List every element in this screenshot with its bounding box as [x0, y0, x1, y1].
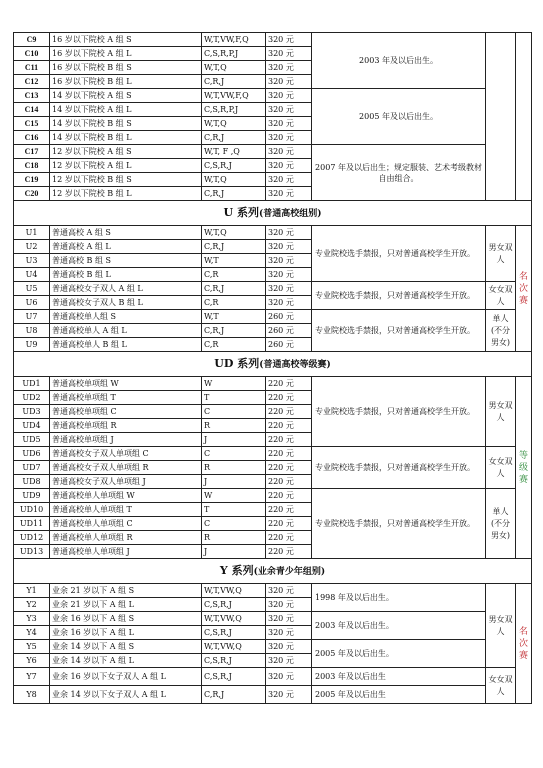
event-fee: 320 元	[266, 296, 312, 310]
event-code: UD8	[14, 475, 50, 489]
type-char: 名	[518, 626, 528, 637]
event-dances: C	[202, 517, 266, 531]
event-dances: C,S,R,J	[202, 654, 266, 668]
event-code: Y1	[14, 584, 50, 598]
table-row	[14, 89, 532, 103]
event-code: U3	[14, 254, 50, 268]
event-code: Y2	[14, 598, 50, 612]
event-code: Y5	[14, 640, 50, 654]
event-name: 普通高校 B 组 L	[50, 268, 202, 282]
event-fee: 220 元	[266, 475, 312, 489]
table-row	[14, 310, 532, 324]
event-code: C12	[14, 75, 50, 89]
event-code: U2	[14, 240, 50, 254]
event-name: 普通高校 A 组 S	[50, 226, 202, 240]
series-title: UD 系列	[214, 356, 260, 370]
table-row	[14, 584, 532, 598]
event-name: 业余 14 岁以下 A 组 L	[50, 654, 202, 668]
event-dances: C,R,J	[202, 131, 266, 145]
type-char: 赛	[518, 474, 528, 485]
type-char: 等	[518, 450, 528, 461]
pair-group: 女女双人	[486, 668, 516, 704]
eligibility-note: 专业院校选手禁报，只对普通高校学生开放。	[312, 447, 486, 489]
event-code: U5	[14, 282, 50, 296]
table-row	[14, 282, 532, 296]
event-dances: W,T	[202, 254, 266, 268]
event-fee: 320 元	[266, 131, 312, 145]
competition-type	[516, 584, 532, 704]
event-fee: 220 元	[266, 447, 312, 461]
event-dances: C	[202, 447, 266, 461]
event-dances: C,R,J	[202, 324, 266, 338]
birth-note: 2003 年及以后出生	[312, 668, 486, 686]
event-dances: C	[202, 405, 266, 419]
type-cell	[516, 33, 532, 201]
event-table	[13, 32, 532, 704]
event-fee: 320 元	[266, 173, 312, 187]
event-name: 16 岁以下院校 A 组 S	[50, 33, 202, 47]
event-name: 业余 21 岁以下 A 组 L	[50, 598, 202, 612]
event-dances: C,R,J	[202, 240, 266, 254]
event-fee: 320 元	[266, 612, 312, 626]
event-code: Y8	[14, 686, 50, 704]
event-code: Y7	[14, 668, 50, 686]
event-name: 普通高校女子双人 A 组 L	[50, 282, 202, 296]
birth-note: 2003 年及以后出生。	[312, 612, 486, 640]
event-dances: W,T,VW,F,Q	[202, 33, 266, 47]
event-code: U1	[14, 226, 50, 240]
event-code: UD12	[14, 531, 50, 545]
event-fee: 260 元	[266, 324, 312, 338]
event-name: 业余 16 岁以下女子双人 A 组 L	[50, 668, 202, 686]
event-fee: 320 元	[266, 47, 312, 61]
event-dances: W,T,VW,Q	[202, 584, 266, 598]
event-code: UD7	[14, 461, 50, 475]
event-dances: R	[202, 419, 266, 433]
event-fee: 220 元	[266, 461, 312, 475]
series-subtitle: (业余青少年组别)	[253, 566, 326, 577]
pair-group: 单人(不分男女)	[486, 310, 516, 352]
event-name: 业余 16 岁以下 A 组 S	[50, 612, 202, 626]
table-row	[14, 640, 532, 654]
event-name: 业余 21 岁以下 A 组 S	[50, 584, 202, 598]
event-name: 普通高校单项组 W	[50, 377, 202, 391]
event-name: 普通高校单人单项组 J	[50, 545, 202, 559]
event-code: UD11	[14, 517, 50, 531]
event-fee: 260 元	[266, 310, 312, 324]
series-header-row	[14, 352, 532, 377]
table-row	[14, 145, 532, 159]
event-fee: 320 元	[266, 282, 312, 296]
event-fee: 220 元	[266, 405, 312, 419]
type-char: 赛	[518, 650, 528, 661]
event-dances: C,S,R,P,J	[202, 47, 266, 61]
event-dances: C,R,J	[202, 686, 266, 704]
event-fee: 320 元	[266, 668, 312, 686]
event-dances: T	[202, 391, 266, 405]
event-dances: C,R,J	[202, 75, 266, 89]
event-code: U8	[14, 324, 50, 338]
event-name: 普通高校单项组 R	[50, 419, 202, 433]
eligibility-note: 专业院校选手禁报，只对普通高校学生开放。	[312, 310, 486, 352]
table-row	[14, 686, 532, 704]
event-name: 业余 14 岁以下女子双人 A 组 L	[50, 686, 202, 704]
event-dances: W,T,VW,F,Q	[202, 89, 266, 103]
event-name: 12 岁以下院校 B 组 S	[50, 173, 202, 187]
event-dances: J	[202, 475, 266, 489]
series-subtitle: (普通高校组别)	[258, 208, 322, 219]
series-header	[14, 352, 532, 377]
event-fee: 320 元	[266, 159, 312, 173]
pair-group: 女女双人	[486, 447, 516, 489]
event-fee: 320 元	[266, 226, 312, 240]
event-dances: R	[202, 461, 266, 475]
event-code: Y4	[14, 626, 50, 640]
event-code: C13	[14, 89, 50, 103]
table-row	[14, 447, 532, 461]
event-fee: 220 元	[266, 545, 312, 559]
table-row	[14, 226, 532, 240]
event-name: 12 岁以下院校 A 组 S	[50, 145, 202, 159]
table-row	[14, 33, 532, 47]
event-dances: W,T,Q	[202, 173, 266, 187]
pair-group: 单人(不分男女)	[486, 489, 516, 559]
event-dances: W,T	[202, 310, 266, 324]
event-fee: 320 元	[266, 640, 312, 654]
event-fee: 320 元	[266, 187, 312, 201]
event-fee: 320 元	[266, 117, 312, 131]
event-fee: 320 元	[266, 89, 312, 103]
event-name: 14 岁以下院校 B 组 S	[50, 117, 202, 131]
eligibility-note: 专业院校选手禁报，只对普通高校学生开放。	[312, 226, 486, 282]
event-dances: C,R,J	[202, 187, 266, 201]
event-dances: T	[202, 503, 266, 517]
event-code: C19	[14, 173, 50, 187]
type-char: 赛	[518, 295, 528, 306]
event-code: Y6	[14, 654, 50, 668]
eligibility-note: 专业院校选手禁报，只对普通高校学生开放。	[312, 377, 486, 447]
series-header	[14, 201, 532, 226]
table-row	[14, 612, 532, 626]
event-fee: 320 元	[266, 240, 312, 254]
eligibility-note: 专业院校选手禁报，只对普通高校学生开放。	[312, 489, 486, 559]
event-dances: W,T, F ,Q	[202, 145, 266, 159]
table-row	[14, 668, 532, 686]
eligibility-note: 专业院校选手禁报，只对普通高校学生开放。	[312, 282, 486, 310]
event-name: 普通高校单人组 S	[50, 310, 202, 324]
series-title: Y 系列	[219, 563, 254, 577]
event-fee: 220 元	[266, 391, 312, 405]
event-dances: C,R	[202, 296, 266, 310]
event-name: 普通高校单项组 J	[50, 433, 202, 447]
event-code: UD10	[14, 503, 50, 517]
birth-note: 2003 年及以后出生。	[312, 33, 486, 89]
event-name: 普通高校女子双人单项组 R	[50, 461, 202, 475]
event-name: 普通高校单人 A 组 L	[50, 324, 202, 338]
event-dances: W,T,VW,Q	[202, 612, 266, 626]
series-title: U 系列	[223, 205, 259, 219]
birth-note: 2005 年及以后出生。	[312, 640, 486, 668]
event-name: 普通高校单人 B 组 L	[50, 338, 202, 352]
birth-note: 2005 年及以后出生	[312, 686, 486, 704]
table-row	[14, 489, 532, 503]
event-name: 业余 14 岁以下 A 组 S	[50, 640, 202, 654]
event-dances: J	[202, 545, 266, 559]
event-fee: 320 元	[266, 145, 312, 159]
event-name: 16 岁以下院校 B 组 S	[50, 61, 202, 75]
pair-group: 女女双人	[486, 282, 516, 310]
event-code: UD9	[14, 489, 50, 503]
event-name: 12 岁以下院校 A 组 L	[50, 159, 202, 173]
series-header-row	[14, 559, 532, 584]
event-code: C14	[14, 103, 50, 117]
pair-group: 男女双人	[486, 226, 516, 282]
event-name: 业余 16 岁以下 A 组 L	[50, 626, 202, 640]
event-dances: C,S,R,J	[202, 159, 266, 173]
event-dances: C,S,R,J	[202, 668, 266, 686]
type-char: 次	[518, 283, 528, 294]
pair-group: 男女双人	[486, 584, 516, 668]
series-header-row	[14, 201, 532, 226]
event-code: UD2	[14, 391, 50, 405]
event-code: C16	[14, 131, 50, 145]
series-header	[14, 559, 532, 584]
event-name: 普通高校单人单项组 R	[50, 531, 202, 545]
event-fee: 320 元	[266, 33, 312, 47]
event-code: C15	[14, 117, 50, 131]
event-code: C20	[14, 187, 50, 201]
competition-type	[516, 226, 532, 352]
type-char: 名	[518, 271, 528, 282]
event-fee: 220 元	[266, 517, 312, 531]
event-fee: 220 元	[266, 489, 312, 503]
event-fee: 320 元	[266, 61, 312, 75]
event-name: 16 岁以下院校 A 组 L	[50, 47, 202, 61]
event-code: C10	[14, 47, 50, 61]
event-name: 普通高校 B 组 S	[50, 254, 202, 268]
event-name: 14 岁以下院校 B 组 L	[50, 131, 202, 145]
event-name: 普通高校单人单项组 C	[50, 517, 202, 531]
event-code: C18	[14, 159, 50, 173]
event-code: UD6	[14, 447, 50, 461]
event-fee: 320 元	[266, 75, 312, 89]
event-code: C11	[14, 61, 50, 75]
registration-table-page	[13, 32, 531, 704]
event-dances: C,R	[202, 268, 266, 282]
event-fee: 320 元	[266, 626, 312, 640]
event-name: 普通高校单项组 C	[50, 405, 202, 419]
event-fee: 220 元	[266, 531, 312, 545]
event-name: 普通高校单人单项组 W	[50, 489, 202, 503]
event-dances: C,R,J	[202, 282, 266, 296]
event-dances: W	[202, 489, 266, 503]
event-code: U9	[14, 338, 50, 352]
event-name: 普通高校女子双人 B 组 L	[50, 296, 202, 310]
type-char: 次	[518, 638, 528, 649]
event-name: 普通高校 A 组 L	[50, 240, 202, 254]
event-name: 14 岁以下院校 A 组 L	[50, 103, 202, 117]
event-code: U6	[14, 296, 50, 310]
event-dances: C,S,R,J	[202, 626, 266, 640]
event-code: UD4	[14, 419, 50, 433]
event-fee: 320 元	[266, 103, 312, 117]
event-fee: 220 元	[266, 433, 312, 447]
series-subtitle: (普通高校等级赛)	[259, 359, 331, 370]
event-fee: 320 元	[266, 686, 312, 704]
event-code: U7	[14, 310, 50, 324]
event-code: UD13	[14, 545, 50, 559]
event-name: 普通高校女子双人单项组 J	[50, 475, 202, 489]
event-code: UD3	[14, 405, 50, 419]
event-fee: 320 元	[266, 598, 312, 612]
event-fee: 320 元	[266, 654, 312, 668]
event-name: 普通高校单项组 T	[50, 391, 202, 405]
event-fee: 320 元	[266, 268, 312, 282]
event-dances: W,T,VW,Q	[202, 640, 266, 654]
type-char: 级	[518, 462, 528, 473]
event-code: UD1	[14, 377, 50, 391]
event-fee: 320 元	[266, 254, 312, 268]
pair-group: 男女双人	[486, 377, 516, 447]
event-dances: W,T,Q	[202, 117, 266, 131]
event-fee: 220 元	[266, 503, 312, 517]
event-code: C17	[14, 145, 50, 159]
event-dances: J	[202, 433, 266, 447]
event-dances: W,T,Q	[202, 61, 266, 75]
birth-note: 2007 年及以后出生；规定服装、艺术考级教材自由组合。	[312, 145, 486, 201]
event-dances: C,S,R,J	[202, 598, 266, 612]
event-name: 16 岁以下院校 B 组 L	[50, 75, 202, 89]
competition-type	[516, 377, 532, 559]
event-dances: C,R	[202, 338, 266, 352]
event-name: 普通高校单人单项组 T	[50, 503, 202, 517]
table-row	[14, 377, 532, 391]
event-fee: 320 元	[266, 584, 312, 598]
event-code: C9	[14, 33, 50, 47]
event-name: 普通高校女子双人单项组 C	[50, 447, 202, 461]
event-dances: W,T,Q	[202, 226, 266, 240]
event-dances: R	[202, 531, 266, 545]
event-name: 12 岁以下院校 B 组 L	[50, 187, 202, 201]
event-fee: 220 元	[266, 377, 312, 391]
event-code: UD5	[14, 433, 50, 447]
event-fee: 260 元	[266, 338, 312, 352]
event-code: Y3	[14, 612, 50, 626]
event-name: 14 岁以下院校 A 组 S	[50, 89, 202, 103]
event-dances: W	[202, 377, 266, 391]
event-fee: 220 元	[266, 419, 312, 433]
event-code: U4	[14, 268, 50, 282]
event-dances: C,S,R,P,J	[202, 103, 266, 117]
group-cell	[486, 33, 516, 201]
birth-note: 2005 年及以后出生。	[312, 89, 486, 145]
birth-note: 1998 年及以后出生。	[312, 584, 486, 612]
